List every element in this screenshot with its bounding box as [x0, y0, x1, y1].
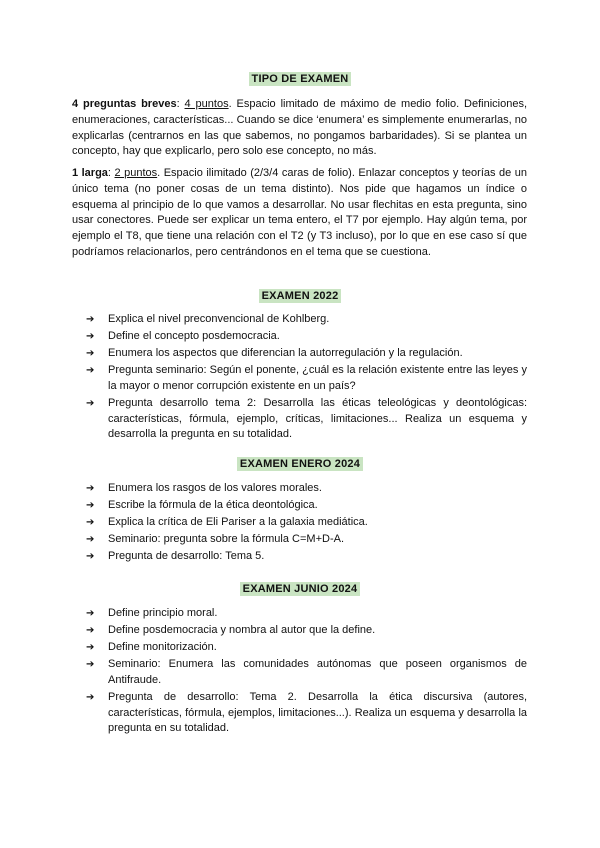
paragraph-preguntas-breves: 4 preguntas breves: 4 puntos. Espacio limitado de máximo de medio folio. Definiciones, enumeraciones, características... Cuando se dice ‘enumera’ es simplemente enumerarlas, no explicarlas (centrarnos en las que sabemos, no pongamos barbaridades). Si se plantea un concepto, hay que explicarlo, pero solo ese concepto, no más. — [72, 98, 527, 158]
list-item-text: Pregunta de desarrollo: Tema 5. — [108, 549, 265, 562]
list-item-text: Explica la crítica de Eli Pariser a la galaxia mediática. — [108, 515, 368, 528]
list-item-text: Pregunta desarrollo tema 2: Desarrolla las éticas teleológicas y deontológicas: características, fórmula, ejemplo, críticas, limitaciones... Realiza un esquema y desarrolla la pregunta en su totalidad. — [108, 396, 527, 441]
label-preguntas-breves: 4 preguntas breves — [72, 98, 177, 110]
arrow-bullet-icon: ➔ — [86, 624, 95, 636]
list-item-text: Seminario: pregunta sobre la fórmula C=M+D-A. — [108, 532, 344, 545]
heading-tipo-examen: TIPO DE EXAMEN — [0, 73, 600, 85]
arrow-bullet-icon: ➔ — [86, 314, 95, 325]
label-pregunta-larga: 1 larga — [72, 167, 108, 179]
list-item — [86, 396, 527, 443]
heading-examen-enero-2024: EXAMEN ENERO 2024 — [0, 458, 600, 470]
arrow-bullet-icon: ➔ — [86, 691, 95, 703]
list-examen-junio-2024 — [86, 606, 527, 738]
arrow-bullet-icon: ➔ — [86, 330, 95, 342]
list-item — [86, 532, 527, 548]
arrow-bullet-icon: ➔ — [86, 533, 95, 545]
list-examen-2022 — [86, 312, 527, 444]
list-item-text: Define monitorización. — [108, 640, 217, 653]
paragraph-pregunta-larga: 1 larga: 2 puntos. Espacio ilimitado (2/3/4 caras de folio). Enlazar conceptos y teorías de un único tema (no poner cosas de un tema distinto). Nos pide que hagamos un índice o esquema al principio de lo que vamos a desarrollar. No usar flechitas en esta pregunta, sino usar conectores. Puede ser explicar un tema entero, el T7 por ejemplo. Hay algún tema, por ejemplo el T8, que tiene una relación con el T2 (y T3 incluso), por lo que en ese caso sí que podríamos relacionarlos, pero centrándonos en el tema que se cuestiona. — [72, 167, 527, 258]
list-item-text: Escribe la fórmula de la ética deontológica. — [108, 498, 318, 511]
arrow-bullet-icon: ➔ — [86, 641, 95, 653]
list-item-text: Enumera los aspectos que diferencian la autorregulación y la regulación. — [108, 346, 463, 359]
list-item — [86, 690, 527, 737]
list-item-text: Define posdemocracia y nombra al autor que la define. — [108, 623, 376, 636]
list-item-text: Enumera los rasgos de los valores morales. — [108, 482, 322, 494]
heading-examen-junio-2024: EXAMEN JUNIO 2024 — [0, 583, 600, 595]
list-item-text: Pregunta seminario: Según el ponente, ¿cuál es la relación existente entre las leyes y la mayor o menor corrupción existente en un país? — [108, 363, 527, 392]
list-item-text: Define el concepto posdemocracia. — [108, 329, 280, 342]
arrow-bullet-icon: ➔ — [86, 516, 95, 528]
arrow-bullet-icon: ➔ — [86, 483, 95, 494]
heading-examen-2022: EXAMEN 2022 — [0, 290, 600, 302]
list-item-text: Pregunta de desarrollo: Tema 2. Desarrolla la ética discursiva (autores, características, fórmula, ejemplos, limitaciones...). Realiza un esquema y desarrolla la pregunta en su totalidad. — [108, 690, 527, 735]
list-item — [86, 623, 527, 639]
list-item — [86, 640, 527, 656]
arrow-bullet-icon: ➔ — [86, 608, 95, 619]
arrow-bullet-icon: ➔ — [86, 499, 95, 511]
list-item-text: Define principio moral. — [108, 607, 218, 619]
arrow-bullet-icon: ➔ — [86, 364, 95, 376]
arrow-bullet-icon: ➔ — [86, 347, 95, 359]
list-item — [86, 606, 527, 622]
arrow-bullet-icon: ➔ — [86, 658, 95, 670]
list-item-text: Explica el nivel preconvencional de Kohlberg. — [108, 313, 330, 325]
list-item — [86, 515, 527, 531]
list-item — [86, 657, 527, 689]
list-item — [86, 549, 527, 565]
list-examen-enero-2024 — [86, 481, 527, 566]
list-item — [86, 329, 527, 345]
list-item — [86, 481, 527, 497]
arrow-bullet-icon: ➔ — [86, 550, 95, 562]
list-item — [86, 498, 527, 514]
list-item — [86, 312, 527, 328]
points-pregunta-larga: 2 puntos — [114, 167, 158, 179]
points-preguntas-breves: 4 puntos — [184, 98, 229, 110]
list-item-text: Seminario: Enumera las comunidades autónomas que poseen organismos de Antifraude. — [108, 657, 527, 686]
list-item — [86, 346, 527, 362]
arrow-bullet-icon: ➔ — [86, 397, 95, 409]
list-item — [86, 363, 527, 395]
